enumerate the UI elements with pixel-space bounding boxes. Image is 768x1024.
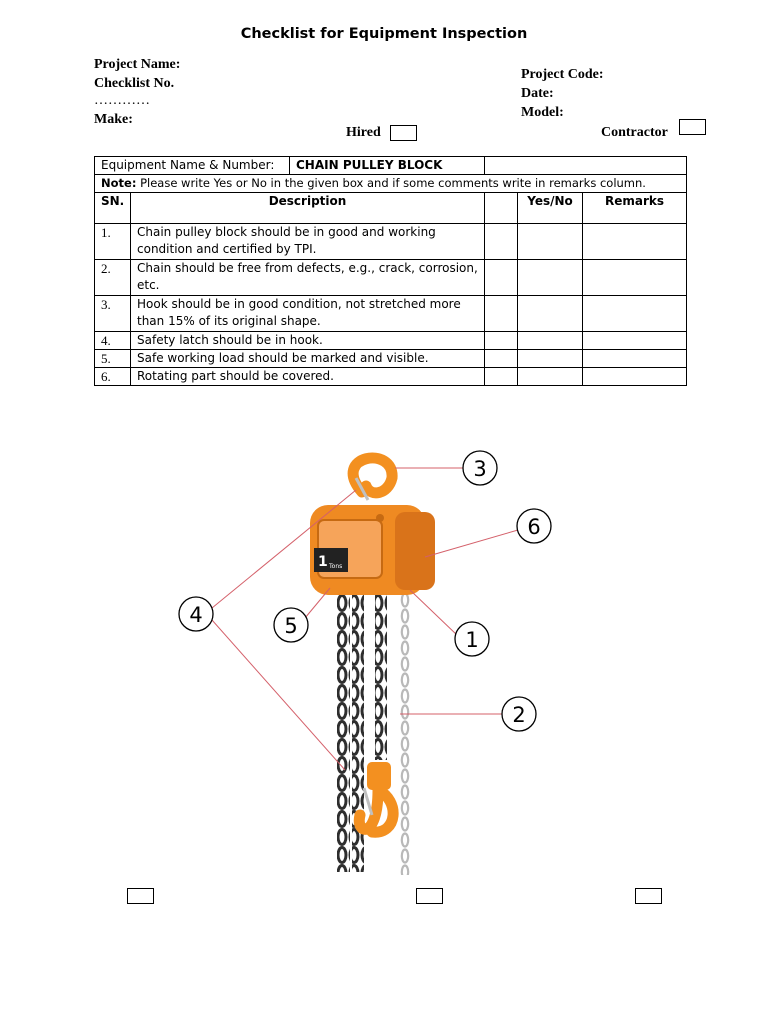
header-remarks: Remarks	[583, 193, 687, 224]
callout-3: 3	[473, 457, 487, 481]
contractor-label: Contractor	[601, 125, 668, 140]
row-remarks-cell[interactable]	[583, 224, 687, 260]
row-blank-cell	[485, 368, 518, 386]
bottom-hook-block	[359, 762, 393, 832]
contractor-checkbox[interactable]	[679, 119, 706, 135]
bottom-right-box[interactable]	[635, 888, 662, 904]
row-blank-cell	[485, 350, 518, 368]
row-sn: 2.	[95, 260, 131, 296]
note-label: Note:	[101, 176, 137, 190]
header-sn: SN.	[95, 193, 131, 224]
table-row	[95, 296, 687, 332]
row-description: Rotating part should be covered.	[131, 368, 485, 386]
equipment-row	[95, 157, 687, 175]
row-yes-no-cell[interactable]	[518, 332, 583, 350]
make-label: Make:	[94, 112, 133, 127]
row-sn: 5.	[95, 350, 131, 368]
hired-label: Hired	[346, 125, 381, 140]
row-blank-cell	[485, 332, 518, 350]
page-title: Checklist for Equipment Inspection	[240, 26, 528, 42]
row-yes-no-cell[interactable]	[518, 296, 583, 332]
project-code-label: Project Code:	[521, 67, 604, 82]
header-yes-no: Yes/No	[518, 193, 583, 224]
callout-4: 4	[189, 603, 203, 627]
callout-6: 6	[527, 515, 541, 539]
load-chain-left	[337, 580, 350, 872]
table-row	[95, 350, 687, 368]
header-blank	[485, 193, 518, 224]
row-remarks-cell[interactable]	[583, 260, 687, 296]
bottom-center-box[interactable]	[416, 888, 443, 904]
header-row	[95, 193, 687, 224]
callout-2: 2	[512, 703, 526, 727]
row-sn: 4.	[95, 332, 131, 350]
capacity-plate-unit: Tons	[329, 563, 343, 570]
row-yes-no-cell[interactable]	[518, 368, 583, 386]
table-row	[95, 368, 687, 386]
hand-chain	[400, 585, 410, 875]
table-row	[95, 224, 687, 260]
callout-5: 5	[284, 614, 298, 638]
table-row	[95, 260, 687, 296]
row-sn: 6.	[95, 368, 131, 386]
row-remarks-cell[interactable]	[583, 368, 687, 386]
row-remarks-cell[interactable]	[583, 296, 687, 332]
callout-1: 1	[465, 628, 479, 652]
top-hook	[353, 458, 392, 493]
hired-checkbox[interactable]	[390, 125, 417, 141]
load-chain-right	[375, 585, 387, 760]
row-blank-cell	[485, 260, 518, 296]
row-yes-no-cell[interactable]	[518, 260, 583, 296]
row-description: Chain pulley block should be in good and working condition and certified by TPI.	[131, 224, 485, 260]
table-row	[95, 332, 687, 350]
model-label: Model:	[521, 105, 564, 120]
row-description: Chain should be free from defects, e.g., crack, corrosion, etc.	[131, 260, 485, 296]
row-remarks-cell[interactable]	[583, 350, 687, 368]
note-text: Please write Yes or No in the given box and if some comments write in remarks column.	[136, 176, 646, 190]
capacity-plate-number: 1	[318, 554, 328, 570]
row-description: Safe working load should be marked and visible.	[131, 350, 485, 368]
project-name-label: Project Name:	[94, 57, 181, 72]
row-yes-no-cell[interactable]	[518, 224, 583, 260]
inspection-table	[94, 156, 687, 386]
row-yes-no-cell[interactable]	[518, 350, 583, 368]
checklist-no-dots: …………	[94, 93, 150, 108]
row-blank-cell	[485, 296, 518, 332]
row-sn: 1.	[95, 224, 131, 260]
row-remarks-cell[interactable]	[583, 332, 687, 350]
row-description: Hook should be in good condition, not stretched more than 15% of its original shape.	[131, 296, 485, 332]
equipment-name-value: CHAIN PULLEY BLOCK	[296, 158, 443, 172]
hoist-body	[310, 505, 435, 595]
chain-pulley-block-diagram	[150, 440, 570, 880]
row-description: Safety latch should be in hook.	[131, 332, 485, 350]
header-description: Description	[131, 193, 485, 224]
bottom-left-box[interactable]	[127, 888, 154, 904]
checklist-no-label: Checklist No.	[94, 76, 175, 91]
row-blank-cell	[485, 224, 518, 260]
note-row	[95, 175, 687, 193]
date-label: Date:	[521, 86, 554, 101]
row-sn: 3.	[95, 296, 131, 332]
equipment-name-label: Equipment Name & Number:	[95, 157, 290, 174]
